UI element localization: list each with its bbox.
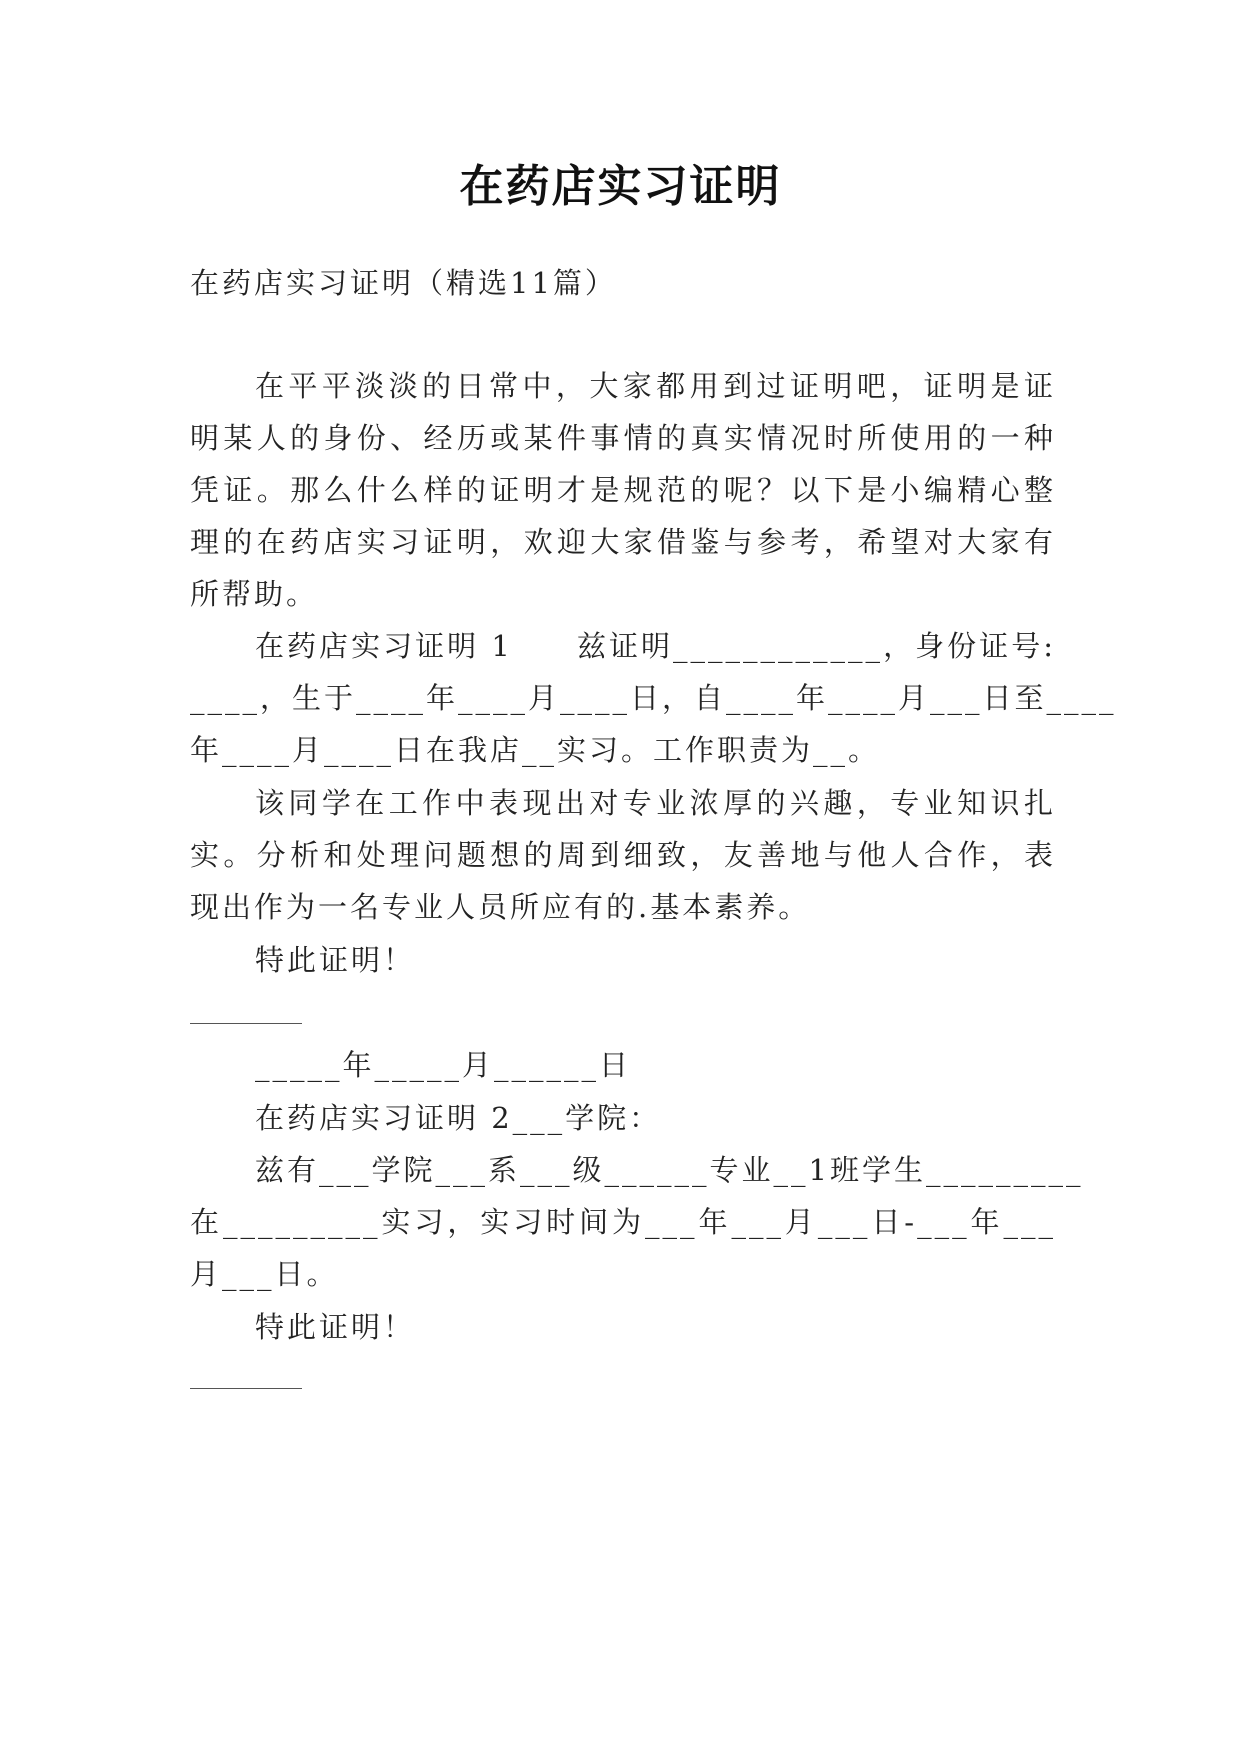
- document-subtitle: 在药店实习证明（精选11篇）: [190, 266, 617, 300]
- cert1-closing: 特此证明！: [255, 943, 416, 977]
- intro-line-2: 明某人的身份、经历或某件事情的真实情况时所使用的一种: [190, 421, 1056, 455]
- cert1-line-2: ____，生于____年____月____日，自____年____月___日至____: [190, 681, 1117, 715]
- cert2-line-3: 月___日。: [190, 1257, 339, 1291]
- cert2-closing: 特此证明！: [255, 1310, 416, 1344]
- cert1-line-1: 在药店实习证明 1 兹证明____________，身份证号:: [255, 629, 1056, 663]
- cert1-evaluation-line-2: 实。分析和处理问题想的周到细致，友善地与他人合作，表: [190, 838, 1056, 872]
- intro-line-4: 理的在药店实习证明，欢迎大家借鉴与参考，希望对大家有: [190, 525, 1056, 559]
- cert2-header: 在药店实习证明 2___学院：: [255, 1101, 662, 1135]
- cert1-evaluation-line-1: 该同学在工作中表现出对专业浓厚的兴趣，专业知识扎: [255, 786, 1056, 820]
- intro-line-1: 在平平淡淡的日常中，大家都用到过证明吧，证明是证: [255, 369, 1056, 403]
- cert1-line-3: 年____月____日在我店__实习。工作职责为__。: [190, 733, 881, 767]
- document-title: 在药店实习证明: [459, 161, 782, 212]
- intro-line-3: 凭证。那么什么样的证明才是规范的呢？以下是小编精心整: [190, 473, 1056, 507]
- cert1-date-line: _____年_____月______日: [255, 1048, 632, 1082]
- cert1-signature-rule: [190, 1023, 302, 1024]
- cert2-line-2: 在_________实习，实习时间为___年___月___日-___年___: [190, 1205, 1056, 1239]
- cert2-line-1: 兹有___学院___系___级______专业__1班学生_________: [255, 1153, 1084, 1187]
- intro-line-5: 所帮助。: [190, 577, 319, 611]
- cert2-signature-rule: [190, 1388, 302, 1389]
- cert1-evaluation-line-3: 现出作为一名专业人员所应有的.基本素养。: [190, 890, 811, 924]
